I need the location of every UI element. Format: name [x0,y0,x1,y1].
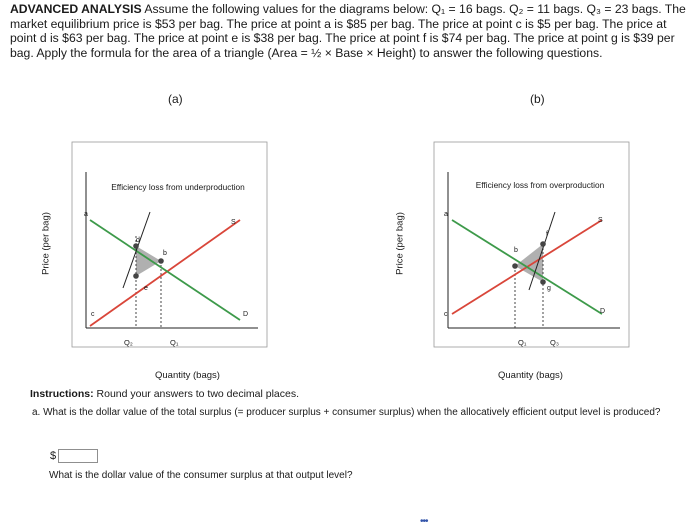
chart-a-label-s: S [231,219,236,226]
chart-a-point-e [133,273,139,279]
chart-a-point-d [133,243,139,249]
more-indicator: ••• [420,516,428,527]
chart-b-label-a: a [444,211,448,218]
chart-a-frame [72,142,267,347]
chart-a-dwl-triangle [136,246,161,276]
chart-a-label-d-curve: D [243,311,249,318]
chart-b-point-b [512,263,518,269]
chart-a-label-b: b [163,250,167,257]
chart-b-label-g: g [547,285,551,292]
chart-a-point-b [158,258,164,264]
chart-b-label-f: f [546,231,548,238]
problem-text: Assume the following values for the diagrams below: Q₁ = 16 bags. Q₂ = 11 bags. Q₃ = 23 bags. The market equilibrium price is $53 per bag. The price at point a is $85 per bag. The price at point c is $5 per bag. The price at point d is $63 per bag. The price at point e is $38 per bag. The price at point f is $74 per bag. The price at point g is $39 per bag. Apply the formula for the area of a triangle (Area = ½ × Base × Height) to answer the following questions. [10,2,686,60]
total-surplus-input[interactable] [58,449,98,463]
chart-b-tick-q1: Q₁ [518,338,527,347]
answer-row-a [50,449,98,463]
problem-statement [10,2,696,60]
instructions-text: Round your answers to two decimal places. [96,388,300,400]
chart-a-label-a: a [84,211,88,218]
chart-b-label-c: c [444,311,448,318]
chart-a-tick-q1: Q₁ [170,338,179,347]
chart-b-xlabel: Quantity (bags) [498,370,563,381]
chart-b-ylabel: Price (per bag) [394,212,406,275]
chart-b-svg [432,140,632,350]
currency-symbol: $ [50,450,57,462]
chart-b-label-b: b [514,247,518,254]
chart-b-tick-q3: Q₃ [550,338,559,347]
chart-a [70,140,270,350]
question-a-text: a. What is the dollar value of the total surplus (= producer surplus + consumer surplus) when the allocatively efficient output level is produced? [32,407,661,418]
chart-b-label-s: S [598,217,603,224]
instructions [30,388,299,400]
question-consumer-surplus-text: What is the dollar value of the consumer surplus at that output level? [49,470,353,481]
problem-heading: ADVANCED ANALYSIS [10,2,142,16]
chart-a-label-c: c [91,311,95,318]
instructions-label: Instructions: [30,388,94,400]
chart-a-title: Efficiency loss from underproduction [111,182,245,192]
chart-a-label-e: e [144,285,148,292]
chart-a-svg [70,140,270,350]
chart-b-point-f [540,241,546,247]
chart-a-label-d: d [136,237,140,244]
chart-b-label-d-curve: D [600,308,606,315]
panel-b-label: (b) [530,92,545,106]
chart-b-frame [434,142,629,347]
panel-a-label: (a) [168,92,183,106]
chart-a-tick-q2: Q₂ [124,338,133,347]
chart-b-point-g [540,279,546,285]
chart-a-xlabel: Quantity (bags) [155,370,220,381]
chart-b-title: Efficiency loss from overproduction [475,180,605,190]
chart-a-ylabel: Price (per bag) [40,212,52,275]
chart-b [432,140,632,350]
